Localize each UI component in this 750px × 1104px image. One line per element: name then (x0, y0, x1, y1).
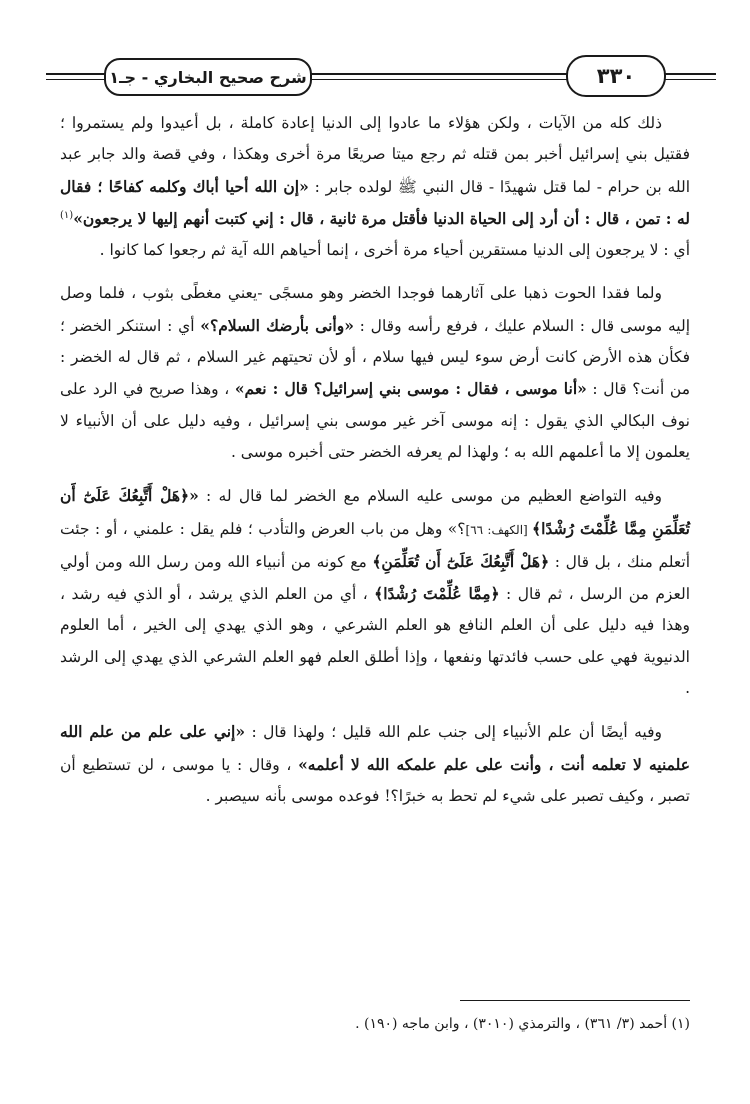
paragraph-4 (60, 716, 690, 812)
page-number: ٣٣٠ (566, 55, 666, 97)
running-header-title: شرح صحيح البخاري - جـ١ (104, 58, 312, 96)
text-run: وفيه أيضًا أن علم الأنبياء إلى جنب علم الله قليل ؛ ولهذا قال : (245, 723, 662, 742)
hadith-quote: «وأنى بأرضك السلام؟» (200, 315, 354, 335)
paragraph-1 (60, 108, 690, 266)
footnote: (١) أحمد (٣/ ٣٦١) ، والترمذي (٣٠١٠) ، وابن ماجه (١٩٠) . (355, 1016, 690, 1032)
text-run: ، وهذا صريح في الرد على نوف البكالي الذي يقول : إنه موسى آخر غير موسى بني إسرائيل ، وفيه دليل على أن الأنبياء لا يعلمون إلا ما أعلمهم الله به ؛ ولهذا لم يعرفه الخضر حتى أخبره موسى . (60, 380, 690, 461)
text-run: ذلك كله من الآيات ، ولكن هؤلاء ما عادوا إلى الدنيا إعادة كاملة ، بل أعيدوا ولم يستمروا ؛ فقتيل بني إسرائيل أخبر بمن قتله ثم رجع ميتا صريعًا مرة أخرى وهكذا ، وفي قصة والد جابر عبد الله بن حرام - لما قتل شهيدًا - قال النبي ﷺ لولده جابر : (60, 114, 690, 196)
text-run: مع كونه من أنبياء الله ومن رسل الله ومن أولي العزم من الرسل ، ثم قال : (60, 552, 690, 604)
quran-quote: «﴿هَلْ أَتَّبِعُكَ عَلَىٰٓ أَن تُعَلِّمَنِ مِمَّا عُلِّمْتَ رُشْدًا﴾ (60, 486, 690, 538)
paragraph-2 (60, 278, 690, 468)
text-run: ولما فقدا الحوت ذهبا على آثارهما فوجدا الخضر وهو مسجًى -يعني مغطًى بثوب ، فلما وصل إليه موسى قال : السلام عليك ، فرفع رأسه وقال : (60, 284, 690, 335)
footnote-marker: (١) (60, 209, 74, 221)
paragraph-3 (60, 480, 690, 704)
hadith-quote: «إن الله أحيا أباك وكلمه كفاحًا ؛ فقال له : تمن ، قال : أن أرد إلى الحياة الدنيا فأقتل مرة ثانية ، قال : إني كتبت أنهم إليها لا يرجعون» (60, 176, 690, 228)
body-text (60, 108, 690, 812)
text-run: ، أي من العلم الذي يرشد ، أو الذي فيه رشد ، وهذا فيه دليل على أن العلم النافع هو العلم الشرعي ، وهو الذي يهدي إلى الخير ، أما العلوم الدنيوية فهي على حسب فائدتها ونفعها ، وإذا أطلق العلم فهو العلم الشرعي الذي يهدي إلى الرشد . (60, 585, 690, 698)
footnote-separator (460, 1000, 690, 1001)
hadith-quote: «إني على علم من علم الله علمنيه لا تعلمه أنت ، وأنت على علم علمكه الله لا أعلمه» (60, 722, 690, 774)
text-run: وفيه التواضع العظيم من موسى عليه السلام مع الخضر لما قال له : (198, 487, 662, 506)
text-run: أي : استنكر الخضر ؛ فكأن هذه الأرض كانت أرض سوء ليس فيها سلام ، أو لأن تحيتهم غير السلام ، ثم قال له الخضر : من أنت؟ قال : (60, 316, 690, 399)
quran-quote: ﴿هَلْ أَتَّبِعُكَ عَلَىٰٓ أَن تُعَلِّمَنِ﴾ (372, 551, 550, 571)
quran-reference: [الكهف: ٦٦] (465, 522, 533, 537)
quran-quote: ﴿مِمَّا عُلِّمْتَ رُشْدًا﴾ (374, 584, 500, 604)
hadith-quote: «أنا موسى ، فقال : موسى بني إسرائيل؟ قال : نعم» (234, 379, 587, 399)
text-run: ؟» وهل من باب العرض والتأدب ؛ فلم يقل : علمني ، أو : جئت أتعلم منك ، بل قال : (60, 519, 691, 571)
text-run: أي : لا يرجعون إلى الدنيا مستقرين أحياء مرة أخرى ، إنما أحياهم الله آية ثم رجعوا كما كانوا . (99, 241, 690, 260)
text-run: ، وقال : يا موسى ، لن تستطيع أن تصبر ، وكيف تصبر على شيء لم تحط به خبرًا؟! فوعده موسى بأنه سيصبر . (60, 755, 690, 805)
